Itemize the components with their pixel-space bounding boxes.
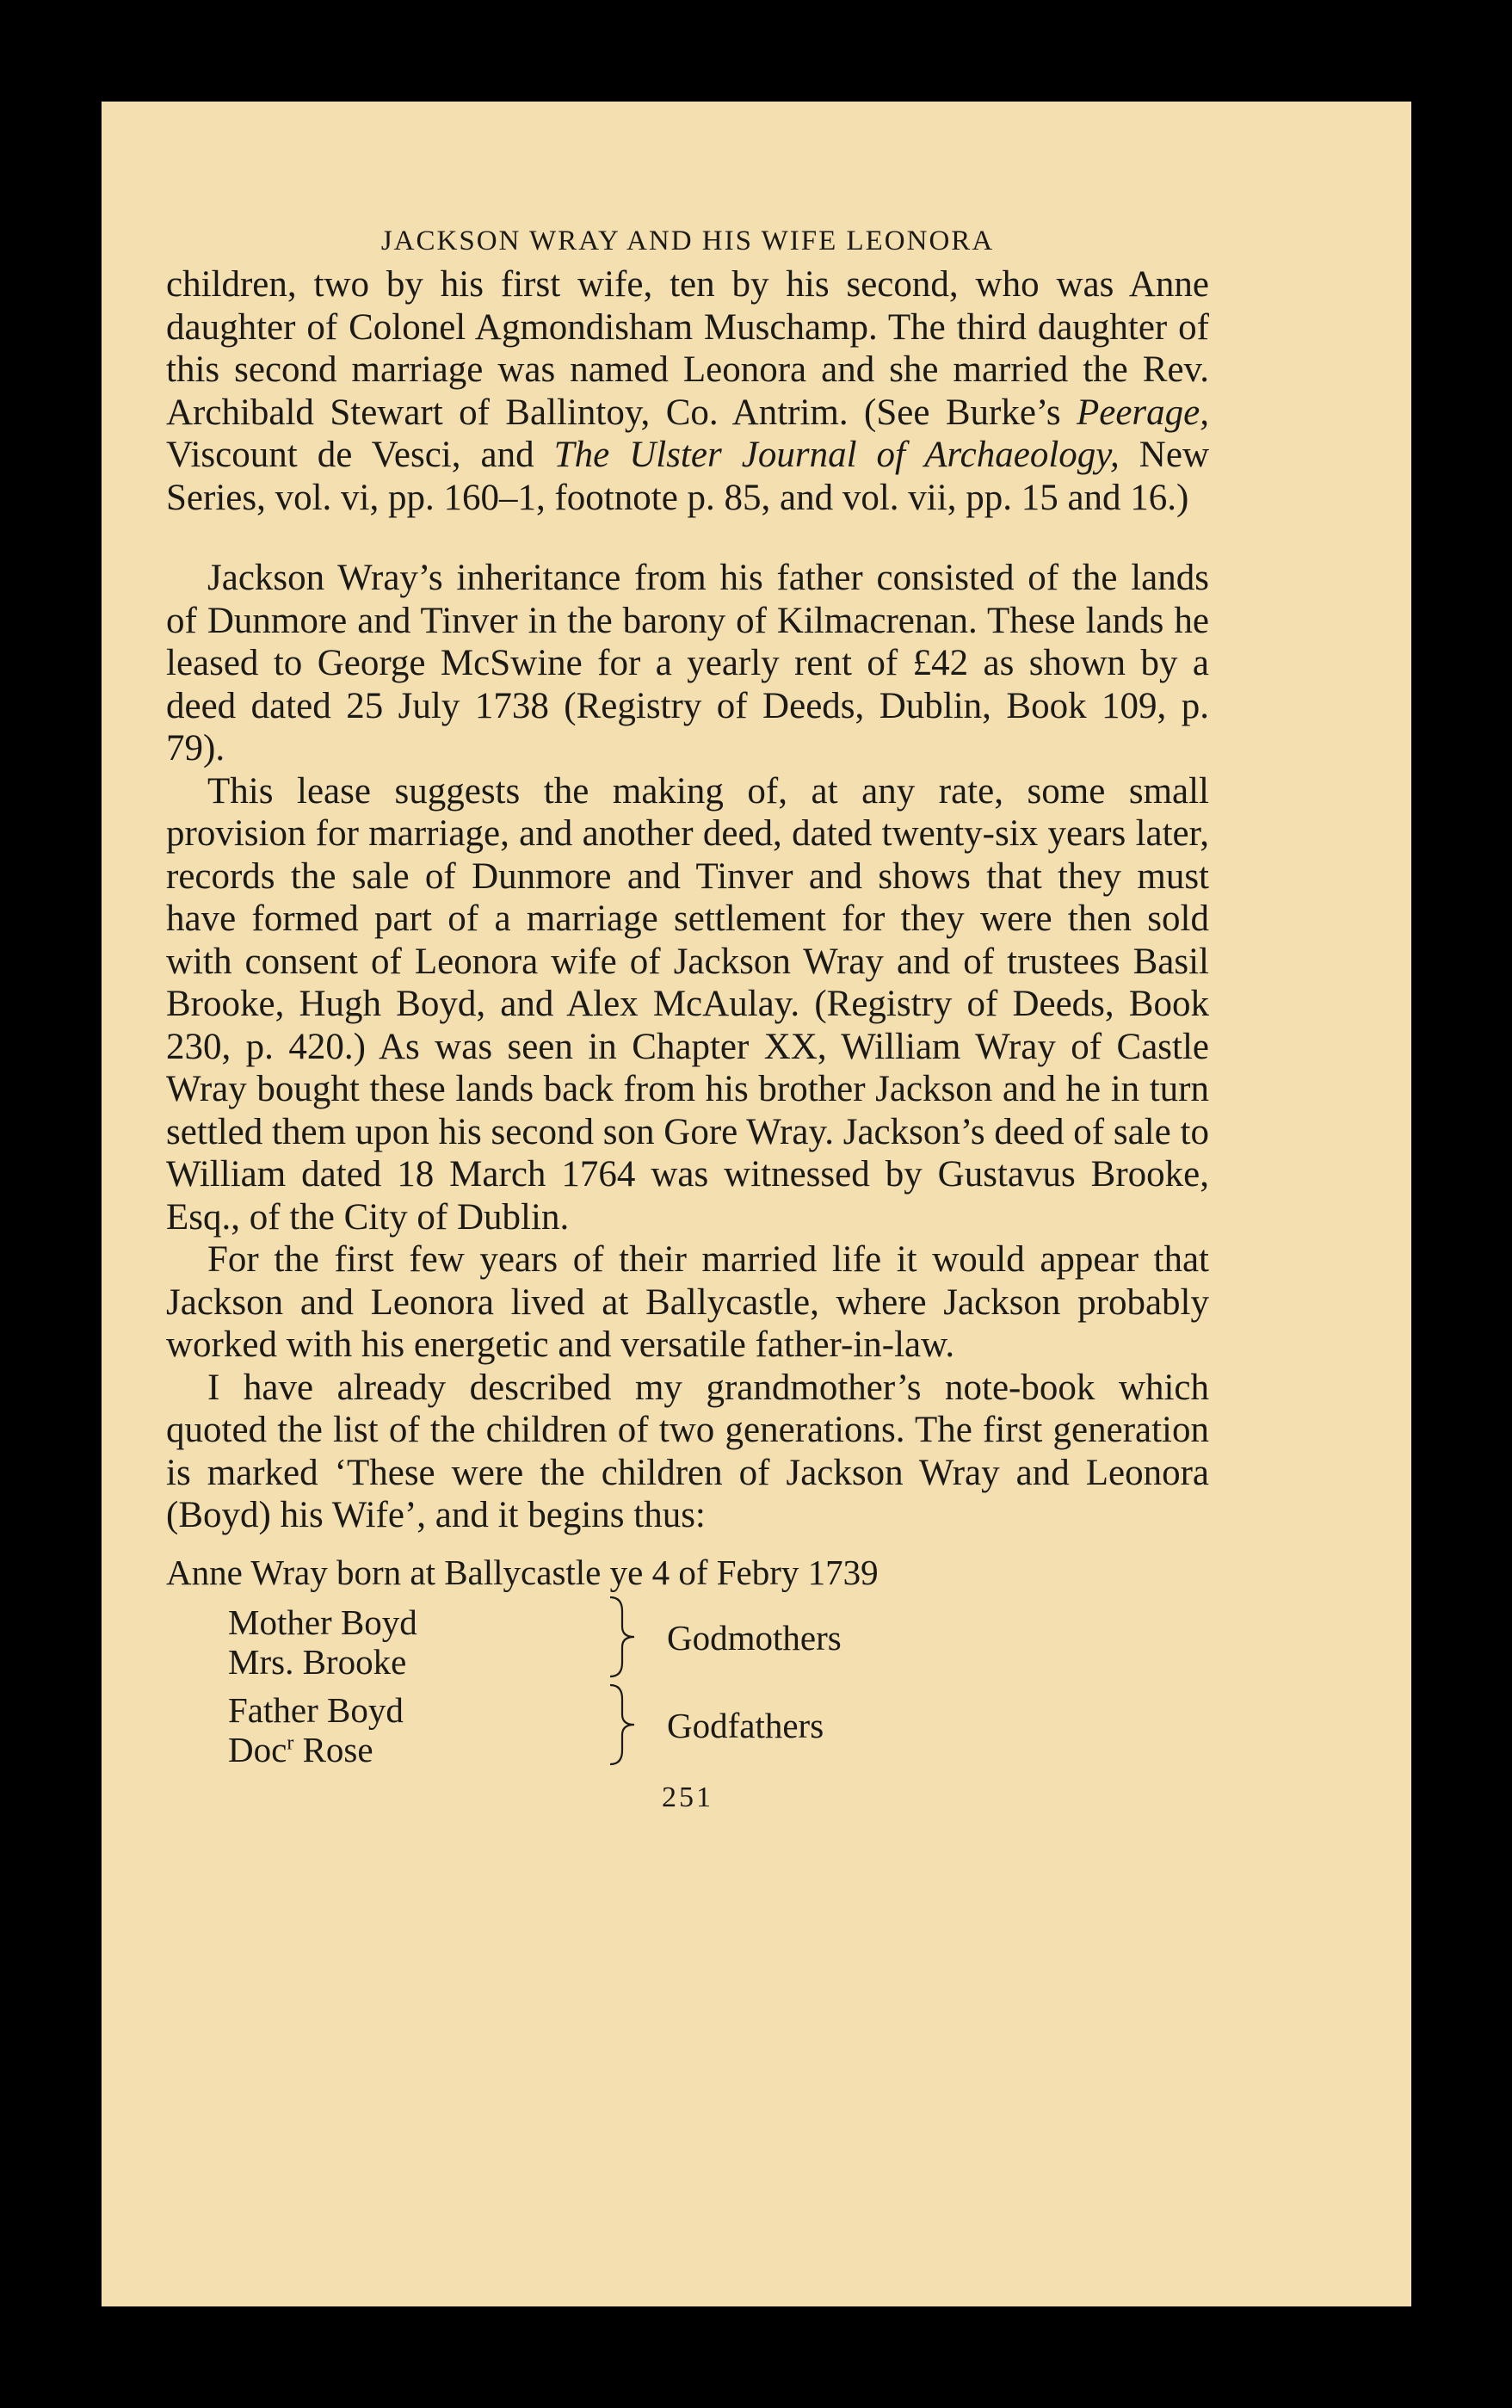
godmothers-label: Godmothers <box>667 1617 842 1658</box>
godmothers-group <box>228 1594 1209 1682</box>
paragraph: This lease suggests the making of, at any rate, some small provision for marriage, and another deed, dated twenty-six years later, records the sale of Dunmore and Tinver and shows that they must have formed part of a marriage settlement for they were then sold with consent of Leonora wife of Jackson Wray and of trustees Basil Brooke, Hugh Boyd, and Alex McAulay. (Registry of Deeds, Book 230, p. 420.) As was seen in Chapter XX, William Wray of Castle Wray bought these lands back from his brother Jackson and he in turn settled them upon his second son Gore Wray. Jackson’s deed of sale to William dated 18 March 1764 was witnessed by Gustavus Brooke, Esq., of the City of Dublin. <box>166 770 1209 1238</box>
running-head: JACKSON WRAY AND HIS WIFE LEONORA <box>380 225 995 256</box>
godfather-name: Father Boyd <box>228 1689 404 1730</box>
page-number: 251 <box>662 1781 713 1813</box>
book-page <box>102 102 1411 2306</box>
right-brace-icon <box>607 1594 641 1680</box>
godmother-name: Mother Boyd <box>228 1602 417 1642</box>
paragraph: Jackson Wray’s inheritance from his father consisted of the lands of Dunmore and Tinver in the barony of Kilmacrenan. These lands he leased to George McSwine for a yearly rent of £42 as shown by a deed dated 25 July 1738 (Registry of Deeds, Dublin, Book 109, p. 79). <box>166 558 1209 769</box>
paragraph: For the first few years of their married life it would appear that Jackson and Leonora lived at Ballycastle, where Jackson probably worked with his energetic and versatile father-in-law. <box>166 1239 1209 1365</box>
godfather-names <box>228 1690 404 1769</box>
godfather-name: Doc$^r$ Rose <box>228 1729 373 1769</box>
godfathers-group <box>228 1682 1209 1769</box>
page-content <box>166 222 1209 1814</box>
godfathers-label: Godfathers <box>667 1705 824 1745</box>
godmother-name: Mrs. Brooke <box>228 1641 407 1682</box>
italic-title: The Ulster Journal of Archaeology, <box>553 435 1120 475</box>
italic-title: Peerage, <box>1076 392 1209 433</box>
paragraph: children, two by his first wife, ten by his second, who was Anne daughter of Colonel Agmondisham Muschamp. The third daughter of this second marriage was named Leonora and she married the Rev. Archibald Stewart of Ballintoy, Co. Antrim. (See Burke’s Peerage, Viscount de Vesci, and The Ulster Journal of Archaeology, New Series, vol. vi, pp. 160–1, footnote p. 85, and vol. vii, pp. 15 and 16.) <box>166 264 1210 518</box>
baptism-entry: Anne Wray born at Ballycastle ye 4 of Febry 1739 <box>166 1552 879 1592</box>
paragraph: I have already described my grandmother’s note-book which quoted the list of the children of two generations. The first generation is marked ‘These were the children of Jackson Wray and Leonora (Boyd) his Wife’, and it begins thus: <box>166 1367 1209 1535</box>
godmother-names <box>228 1602 417 1682</box>
right-brace-icon <box>607 1682 641 1768</box>
